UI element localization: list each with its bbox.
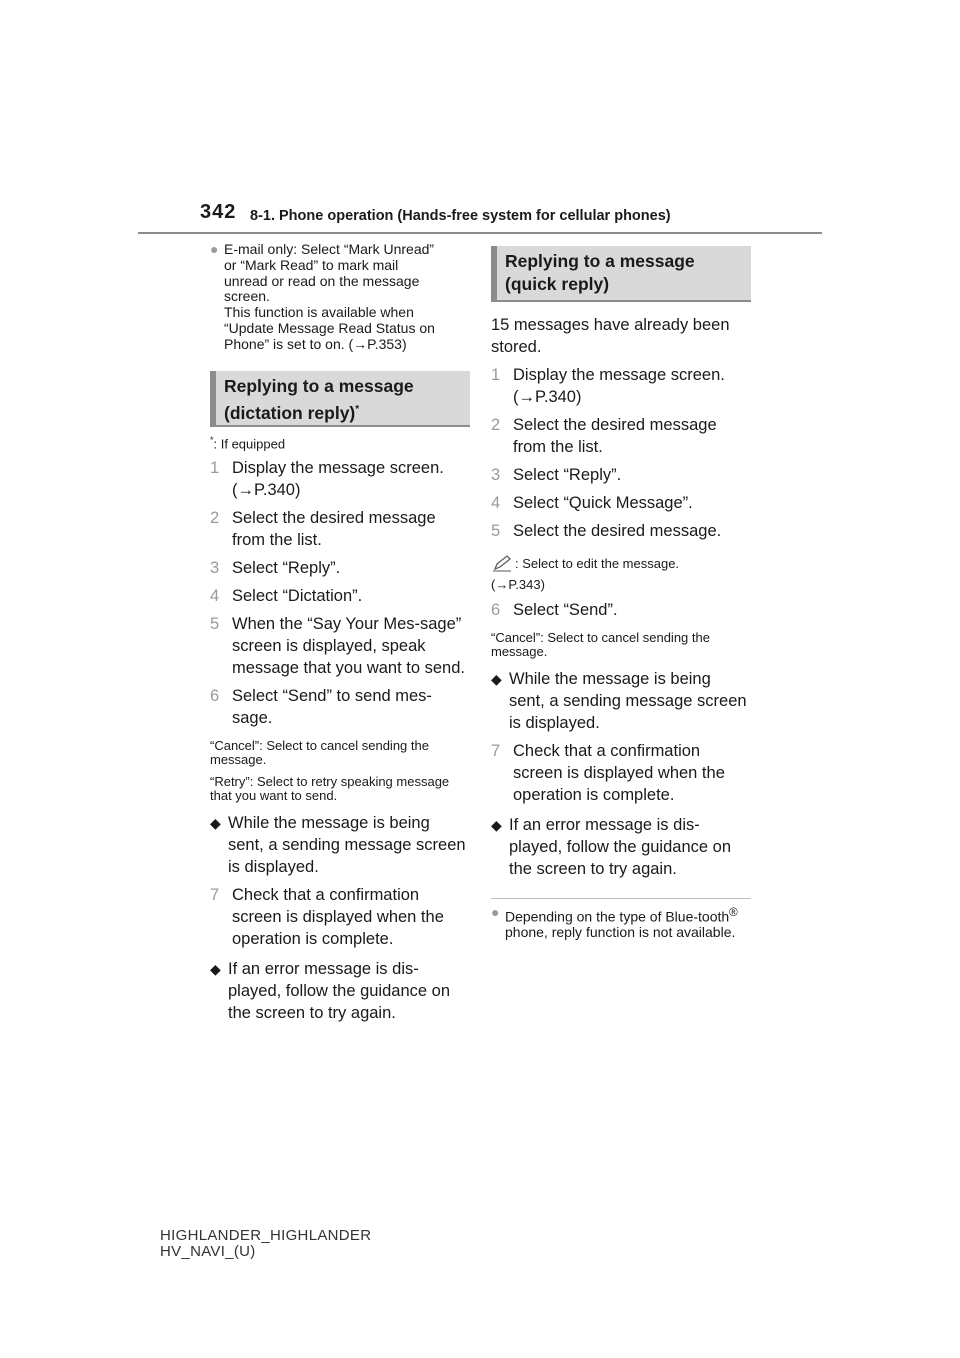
note-text-before: Depending on the type of Blue-tooth [505,908,730,925]
retry-note: “Retry”: Select to retry speaking message that you want to send. [210,773,450,804]
bullet-item [210,812,470,878]
bullet-dot-icon: ● [491,903,500,920]
step-number: 3 [491,466,501,484]
step-item [210,685,470,729]
footer-line1: HIGHLANDER_HIGHLANDER [160,1227,372,1244]
intro-text: 15 messages have already been stored. [491,316,730,356]
section-asterisk: * [355,403,360,415]
step-number: 2 [491,416,501,434]
diamond-bullet-icon: ◆ [210,814,221,831]
footnote-mark: * [210,434,214,445]
step-text: Select “Reply”. [513,466,622,484]
section-heading-quick [491,246,751,302]
pencil-icon [491,554,513,572]
note-line: unread or read on the message [224,272,420,289]
note-line: “Update Message Read Status on [224,319,435,336]
bullet-text: While the message is being sent, a sending message screen is displayed. [509,669,747,732]
step-number: 3 [210,558,220,577]
step-item [491,364,751,408]
step-item [491,520,751,542]
step-number: 5 [210,614,220,633]
step-number: 4 [491,494,501,512]
diamond-bullet-icon: ◆ [491,816,502,833]
diamond-bullet-icon: ◆ [210,960,221,977]
email-note [210,242,470,353]
step-number: 6 [491,600,501,619]
section-title-line1: Replying to a message [224,375,414,396]
note-text-after: phone, reply function is not available. [505,923,736,940]
footer [160,1228,371,1260]
bullet-item [210,958,470,1024]
chapter-title: 8-1. Phone operation (Hands-free system for cellular phones) [250,208,671,224]
bullet-item [491,668,751,734]
bullet-item [491,814,751,880]
edit-note-text: : Select to edit the message. [515,555,680,571]
step-text: Select “Quick Message”. [513,494,693,512]
step-text: Display the message screen. (→P.340) [513,366,725,406]
step-item [491,599,751,621]
footnote [210,435,470,451]
step-number: 7 [210,885,220,904]
diamond-bullet-icon: ◆ [491,670,502,687]
note-line: This function is available when [224,304,414,321]
bullet-text: While the message is being sent, a sending message screen is displayed. [228,813,466,876]
step-text: Check that a confirmation screen is displayed when the operation is complete. [232,885,444,948]
registered-mark: ® [729,905,738,919]
step-item [491,464,751,486]
left-column [210,240,470,1024]
cancel-note: “Cancel”: Select to cancel sending the message. [491,629,710,659]
note-line: Phone” is set to on. (→P.353) [224,335,407,352]
step-item [491,414,751,458]
step-number: 6 [210,686,220,705]
section-title-line1: Replying to a message [505,251,695,271]
note-divider [491,898,751,899]
footer-line2: HV_NAVI_(U) [160,1243,256,1260]
edit-ref: (→P.343) [491,577,545,592]
step-number: 1 [491,366,501,384]
note-line: E-mail only: Select “Mark Unread” [224,241,435,257]
step-text: Check that a confirmation screen is displayed when the operation is complete. [513,741,725,804]
step-text: Select the desired message from the list. [513,416,717,456]
step-number: 5 [491,522,501,540]
step-number: 7 [491,741,501,760]
step-item [210,585,470,607]
section-title-line2: (dictation reply) [224,402,356,423]
right-column [491,240,751,941]
step-text: Select the desired message from the list. [232,508,436,549]
step-text: Select the desired message. [513,522,722,540]
step-number: 4 [210,586,220,605]
header-divider [138,232,822,234]
step-item [491,492,751,514]
section-heading-dictation [210,371,470,427]
note-line: or “Mark Read” to mark mail [224,256,399,273]
bluetooth-note [491,905,751,941]
section-title-line2: (quick reply) [505,274,610,294]
step-text: Select “Send”. [513,600,618,619]
step-item [210,457,470,501]
step-text: Select “Reply”. [232,558,341,577]
bullet-text: If an error message is dis-played, follow the guidance on the screen to try again. [228,959,450,1022]
step-number: 2 [210,508,220,527]
step-text: Display the message screen. (→P.340) [232,458,444,499]
cancel-note: “Cancel”: Select to cancel sending the message. [210,737,429,768]
bullet-text: If an error message is dis-played, follow the guidance on the screen to try again. [509,815,731,878]
step-text: Select “Dictation”. [232,586,363,605]
footnote-text: : If equipped [213,435,286,451]
note-line: screen. [224,288,270,305]
step-text: Select “Send” to send mes-sage. [232,686,432,727]
page-number: 342 [200,201,237,223]
step-item [210,557,470,579]
step-item [210,507,470,551]
step-number: 1 [210,458,220,477]
bullet-dot-icon: ● [210,241,219,257]
step-item [210,884,470,950]
edit-note [491,554,751,572]
step-item [491,740,751,806]
step-item [210,613,470,679]
step-text: When the “Say Your Mes-sage” screen is displayed, speak message that you want to send. [232,614,465,677]
